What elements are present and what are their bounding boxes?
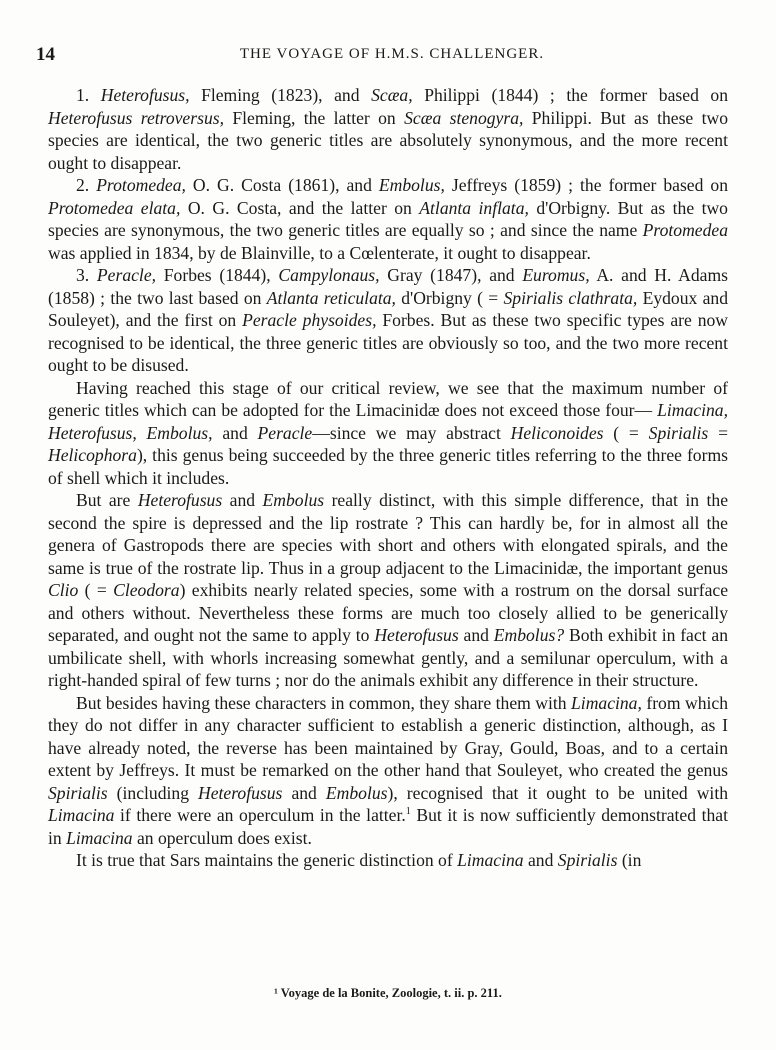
text-run: Eydoux and Souleyet), and the first on — [48, 287, 728, 330]
paragraph — [48, 692, 728, 850]
italic-term: Protomedea — [642, 220, 728, 240]
italic-term: Heliconoides — [510, 422, 604, 443]
italic-term: Peracle physoides, — [242, 310, 377, 330]
text-run: But it is now sufficiently demonstrated that in — [48, 805, 728, 848]
italic-term: Scæa stenogyra, — [404, 107, 524, 128]
italic-term: Limacina — [66, 827, 133, 848]
paragraph — [48, 489, 728, 692]
italic-term: Embolus — [325, 782, 388, 803]
text-run: and — [212, 422, 258, 443]
text-run: and — [523, 850, 558, 870]
italic-term: Euromus, — [522, 265, 590, 285]
text-run: A. and H. Adams (1858) ; the two last based on — [48, 265, 728, 308]
text-run: = — [708, 422, 728, 443]
text-run: was applied in 1834, by de Blainville, to a Cœlenterate, it ought to disappear. — [48, 242, 591, 263]
text-run: But are — [76, 490, 138, 510]
italic-term: Heterofusus — [137, 490, 223, 510]
text-run: Both exhibit in fact an umbilicate shell, with whorls increasing somewhat gently, and a semilunar operculum, with a right-handed spiral of few turns ; nor do the animals exhibit any difference in their structure. — [48, 625, 728, 690]
text-run: from which they do not differ in any character sufficient to establish a generic distinction, although, as I have already noted, the reverse has been maintained by Gray, Gould, Boas, and to a certain extent by Jeffreys. It must be remarked on the other hand that Souleyet, who created the genus — [48, 692, 728, 780]
italic-term: Spirialis — [648, 422, 709, 443]
italic-term: Embolus? — [493, 625, 565, 645]
text-run: ) exhibits nearly related species, some with a rostrum on the dorsal surface and others without. Nevertheless these forms are much too closely allied to be generically separated, and ought not the same to apply to — [48, 580, 729, 645]
italic-term: Peracle — [257, 422, 313, 443]
text-run: —since we may abstract — [312, 422, 511, 443]
italic-term: Campylonaus, — [278, 265, 380, 285]
italic-term: Heterofusus — [198, 782, 283, 803]
paragraph — [48, 84, 728, 174]
italic-term: Heterofusus retroversus, — [48, 107, 224, 128]
text-run: Forbes (1844), — [156, 265, 279, 285]
italic-term: Heterofusus, — [100, 85, 190, 105]
paragraph — [48, 377, 728, 490]
text-run: ( = — [78, 580, 114, 600]
text-run: O. G. Costa, and the latter on — [180, 197, 420, 218]
italic-term: Atlanta inflata, — [419, 197, 529, 218]
text-run: (in — [617, 850, 642, 870]
text-run: really distinct, with this simple difference, that in the second the spire is depressed and the lip rostrate ? This can hardly be, for in almost all the genera of Gastropods there are species with short and others with elongated spirals, and the same is true of the rostrate lip. Thus in a group adjacent to the Limacinidæ, the important genus — [48, 490, 729, 578]
italic-term: Clio — [48, 580, 79, 600]
page-number: 14 — [36, 44, 55, 65]
text-run: if there were an operculum in the latter. — [114, 805, 406, 825]
text-run: ( = — [603, 422, 649, 443]
text-run: 3. — [76, 265, 97, 285]
text-run: (including — [107, 782, 199, 803]
paragraph — [48, 849, 728, 872]
page-header — [36, 44, 734, 68]
paragraph — [48, 174, 728, 264]
text-run: Philippi. But as these two species are identical, the two generic titles are absolutely synonymous, and the more recent ought to disappear. — [48, 107, 728, 173]
italic-term: Protomedea, — [96, 175, 186, 195]
italic-term: Helicophora — [48, 445, 137, 465]
italic-term: Embolus, — [378, 175, 445, 195]
text-run: and — [282, 782, 326, 803]
italic-term: Peracle, — [96, 265, 157, 285]
text-run: But besides having these characters in common, they share them with — [76, 692, 572, 713]
text-run: Philippi (1844) ; the former based on — [412, 85, 729, 105]
running-title: THE VOYAGE OF H.M.S. CHALLENGER. — [239, 46, 545, 62]
italic-term: Limacina — [48, 805, 115, 825]
text-run: an operculum does exist. — [132, 827, 312, 848]
footnote: ¹ Voyage de la Bonite, Zoologie, t. ii. p. 211. — [274, 986, 502, 1000]
text-run: Forbes. But as these two specific types are now recognised to be identical, the three generic titles are obviously so too, and the two more recent ought to be disused. — [48, 310, 728, 375]
italic-term: Protomedea elata, — [48, 197, 181, 218]
italic-term: Limacina, Heterofusus, Embolus, — [48, 400, 728, 443]
italic-term: Spirialis — [48, 782, 108, 803]
italic-term: Atlanta reticulata, — [266, 287, 396, 308]
italic-term: Embolus — [262, 490, 325, 510]
text-run: and — [458, 625, 494, 645]
italic-term: Spirialis — [557, 850, 618, 870]
italic-term: Limacina — [457, 850, 524, 870]
paragraph — [48, 264, 728, 377]
text-run: and — [222, 490, 263, 510]
text-run: Having reached this stage of our critical review, we see that the maximum number of generic titles which can be adopted for the Limacinidæ does not exceed those four— — [48, 377, 728, 420]
italic-term: Spirialis clathrata, — [503, 287, 638, 308]
italic-term: Cleodora — [113, 580, 180, 600]
italic-term: Scæa, — [371, 85, 413, 105]
text-run: d'Orbigny ( = — [395, 287, 504, 308]
text-run: O. G. Costa (1861), and — [185, 175, 379, 195]
text-run: ), this genus being succeeded by the three generic titles referring to the three forms of shell which it includes. — [48, 445, 728, 488]
text-run: Fleming, the latter on — [223, 107, 405, 128]
italic-term: Heterofusus — [374, 625, 459, 645]
text-run: 1. — [76, 85, 101, 105]
text-run: 2. — [76, 175, 97, 195]
footnote-marker: 1 — [405, 806, 411, 818]
text-run: It is true that Sars maintains the generic distinction of — [76, 850, 458, 870]
italic-term: Limacina, — [571, 692, 642, 713]
text-run: Jeffreys (1859) ; the former based on — [444, 175, 728, 195]
text-run: d'Orbigny. But as the two species are synonymous, the two generic titles are equally so ; and since the name — [48, 197, 728, 240]
body-text — [48, 84, 728, 872]
text-run: Fleming (1823), and — [189, 85, 372, 105]
text-run: ), recognised that it ought to be united with — [387, 782, 728, 803]
text-run: Gray (1847), and — [379, 265, 523, 285]
